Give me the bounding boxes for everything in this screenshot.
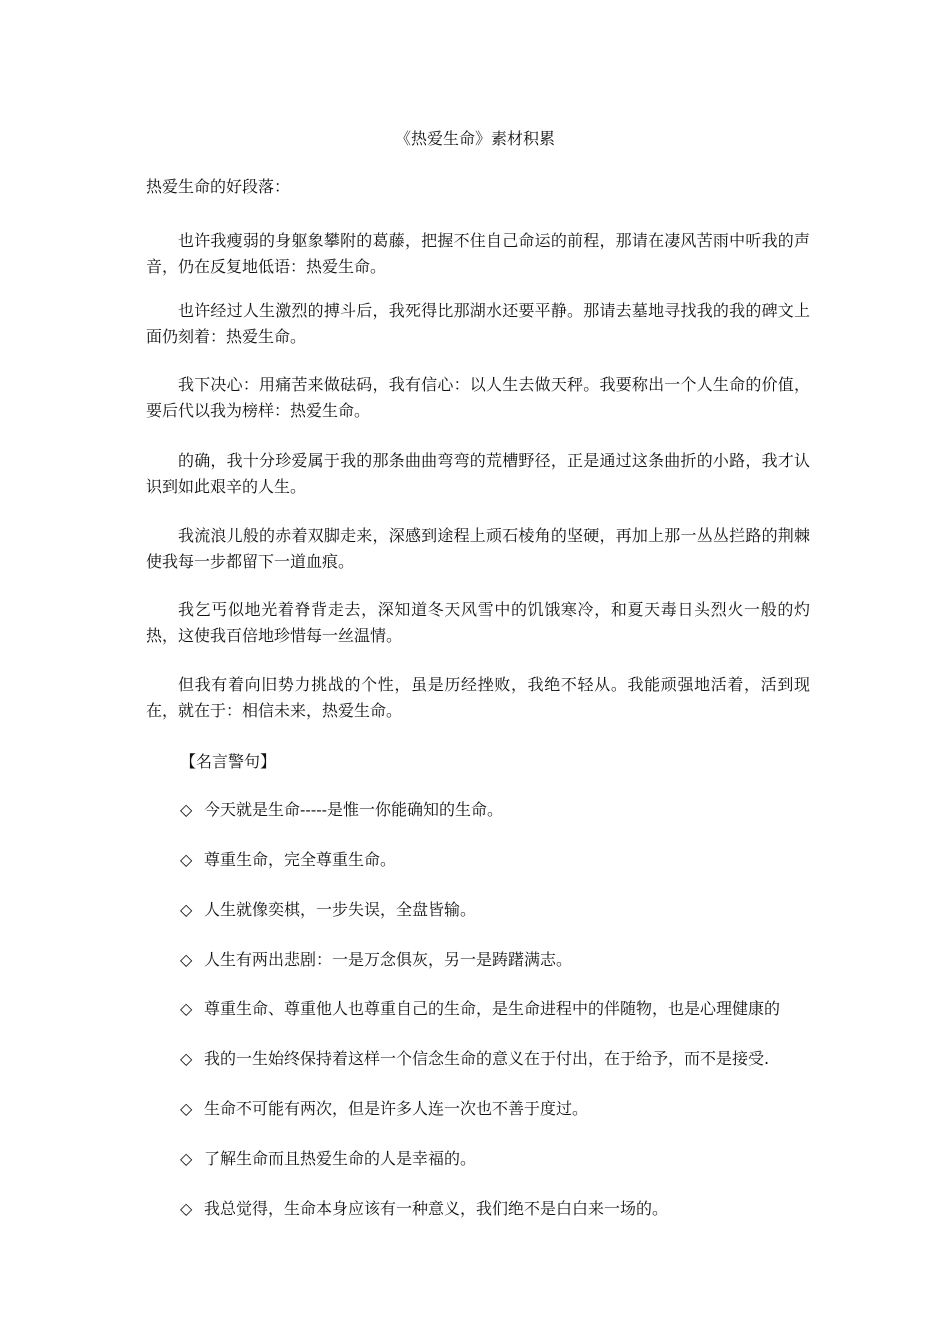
paragraph: 我乞丐似地光着脊背走去，深知道冬天风雪中的饥饿寒冷，和夏天毒日头烈火一般的灼热，这使我百倍地珍惜每一丝温情。 (146, 600, 810, 645)
quote-item (180, 997, 820, 1021)
diamond-bullet-icon: ◇ (180, 950, 193, 969)
section-heading: 热爱生命的好段落： (146, 177, 291, 196)
quote-text: 我的一生始终保持着这样一个信念生命的意义在于付出，在于给予，而不是接受. (204, 1049, 770, 1068)
quote-item (180, 948, 820, 972)
diamond-bullet-icon: ◇ (180, 1199, 193, 1218)
diamond-bullet-icon: ◇ (180, 800, 193, 819)
diamond-bullet-icon: ◇ (180, 999, 193, 1018)
quote-item (180, 1097, 820, 1121)
quotes-heading: 【名言警句】 (180, 752, 277, 771)
quote-text: 今天就是生命-----是惟一你能确知的生命。 (204, 800, 504, 819)
quote-item (180, 798, 820, 822)
quote-item (180, 1147, 820, 1171)
quote-item (180, 848, 820, 872)
paragraph: 我流浪儿般的赤着双脚走来，深感到途程上顽石棱角的坚硬，再加上那一丛丛拦路的荆棘使我每一步都留下一道血痕。 (146, 526, 810, 571)
diamond-bullet-icon: ◇ (180, 1099, 193, 1118)
quote-text: 尊重生命、尊重他人也尊重自己的生命，是生命进程中的伴随物，也是心理健康的 (204, 999, 781, 1018)
diamond-bullet-icon: ◇ (180, 1149, 193, 1168)
diamond-bullet-icon: ◇ (180, 900, 193, 919)
quote-text: 人生有两出悲剧：一是万念俱灰，另一是踌躇满志。 (204, 950, 573, 969)
quote-item (180, 1197, 820, 1221)
quote-text: 我总觉得，生命本身应该有一种意义，我们绝不是白白来一场的。 (204, 1199, 669, 1218)
paragraph: 的确，我十分珍爱属于我的那条曲曲弯弯的荒槽野径，正是通过这条曲折的小路，我才认识到如此艰辛的人生。 (146, 451, 810, 496)
document-title: 《热爱生命》素材积累 (394, 129, 555, 148)
quote-item (180, 1047, 820, 1071)
paragraph: 也许我瘦弱的身躯象攀附的葛藤，把握不住自己命运的前程，那请在凄风苦雨中听我的声音，仍在反复地低语：热爱生命。 (146, 231, 810, 276)
quote-text: 人生就像奕棋，一步失误，全盘皆输。 (204, 900, 477, 919)
diamond-bullet-icon: ◇ (180, 1049, 193, 1068)
diamond-bullet-icon: ◇ (180, 850, 193, 869)
quote-item (180, 898, 820, 922)
quote-text: 尊重生命，完全尊重生命。 (204, 850, 397, 869)
paragraph: 我下决心：用痛苦来做砝码，我有信心：以人生去做天秤。我要称出一个人生命的价值，要后代以我为榜样：热爱生命。 (146, 375, 810, 420)
paragraph: 但我有着向旧势力挑战的个性，虽是历经挫败，我绝不轻从。我能顽强地活着，活到现在，就在于：相信未来，热爱生命。 (146, 675, 810, 720)
paragraph: 也许经过人生激烈的搏斗后，我死得比那湖水还要平静。那请去墓地寻找我的我的碑文上面仍刻着：热爱生命。 (146, 301, 810, 346)
quote-text: 了解生命而且热爱生命的人是幸福的。 (204, 1149, 477, 1168)
quote-text: 生命不可能有两次，但是许多人连一次也不善于度过。 (204, 1099, 589, 1118)
